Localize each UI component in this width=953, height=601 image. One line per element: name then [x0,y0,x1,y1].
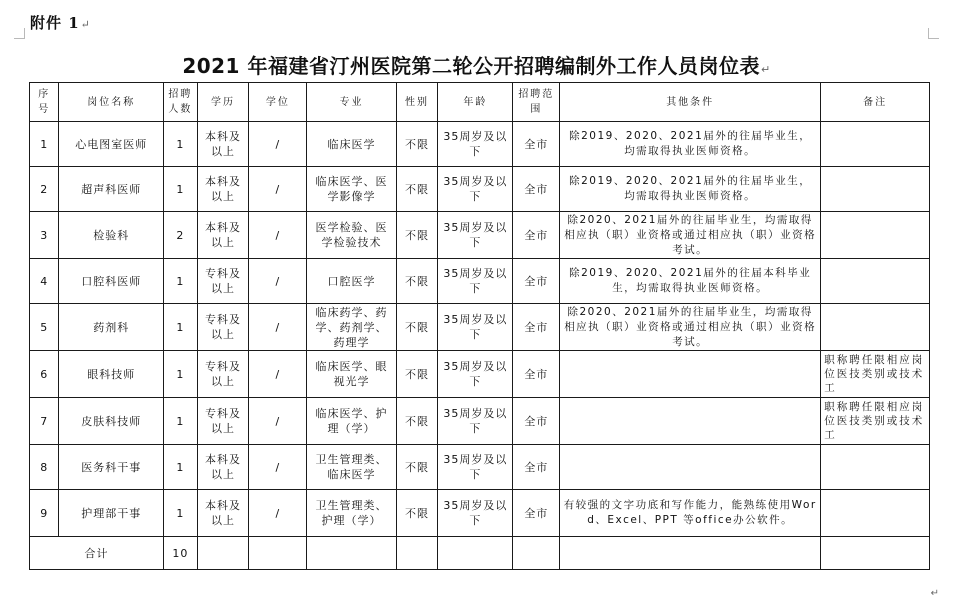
cell-remarks [821,259,930,304]
cell-remarks [821,167,930,212]
cell-post: 医务科干事 [59,445,164,490]
empty-cell [821,537,930,570]
cell-conditions [560,351,821,398]
cell-post: 眼科技师 [59,351,164,398]
column-header: 备注 [821,83,930,122]
cell-age: 35周岁及以下 [438,259,513,304]
empty-cell [513,537,560,570]
cell-degree: / [249,122,307,167]
empty-cell [307,537,396,570]
column-header: 学位 [249,83,307,122]
cell-no: 6 [30,351,59,398]
cell-education: 专科及以上 [197,304,249,351]
column-header: 其他条件 [560,83,821,122]
cell-gender: 不限 [396,259,438,304]
cell-education: 专科及以上 [197,351,249,398]
cell-degree: / [249,398,307,445]
cell-gender: 不限 [396,212,438,259]
empty-cell [560,537,821,570]
paragraph-mark-icon: ↵ [930,588,939,599]
cell-scope: 全市 [513,212,560,259]
table-row [30,351,930,398]
cell-count: 1 [164,304,198,351]
table-row [30,212,930,259]
column-header: 年龄 [438,83,513,122]
cell-age: 35周岁及以下 [438,490,513,537]
cell-post: 皮肤科技师 [59,398,164,445]
cell-count: 1 [164,122,198,167]
cell-age: 35周岁及以下 [438,122,513,167]
empty-cell [438,537,513,570]
cell-gender: 不限 [396,490,438,537]
cell-conditions [560,445,821,490]
cell-scope: 全市 [513,351,560,398]
empty-cell [396,537,438,570]
document-title: 2021 年福建省汀州医院第二轮公开招聘编制外工作人员岗位表↵ [182,54,771,78]
cell-scope: 全市 [513,445,560,490]
cell-no: 5 [30,304,59,351]
cell-age: 35周岁及以下 [438,445,513,490]
total-count: 10 [164,537,198,570]
cell-education: 本科及以上 [197,122,249,167]
cell-post: 心电图室医师 [59,122,164,167]
cell-major: 临床医学、眼视光学 [307,351,396,398]
cell-education: 本科及以上 [197,445,249,490]
cell-conditions: 除2019、2020、2021届外的往届毕业生，均需取得执业医师资格。 [560,167,821,212]
cell-education: 专科及以上 [197,259,249,304]
cell-major: 临床医学 [307,122,396,167]
column-header: 性别 [396,83,438,122]
cell-education: 本科及以上 [197,167,249,212]
cell-scope: 全市 [513,304,560,351]
attachment-label: 附件 1↵ [30,14,91,32]
cell-major: 卫生管理类、临床医学 [307,445,396,490]
cell-age: 35周岁及以下 [438,304,513,351]
empty-cell [197,537,249,570]
cell-remarks [821,122,930,167]
cell-age: 35周岁及以下 [438,212,513,259]
table-row [30,445,930,490]
cell-education: 本科及以上 [197,490,249,537]
cell-post: 护理部干事 [59,490,164,537]
cell-post: 检验科 [59,212,164,259]
cell-major: 临床药学、药学、药剂学、药理学 [307,304,396,351]
cell-age: 35周岁及以下 [438,351,513,398]
column-header: 学历 [197,83,249,122]
cell-degree: / [249,167,307,212]
cell-post: 口腔科医师 [59,259,164,304]
cell-count: 1 [164,351,198,398]
cell-degree: / [249,351,307,398]
column-header: 招聘范围 [513,83,560,122]
cell-gender: 不限 [396,351,438,398]
cell-no: 4 [30,259,59,304]
table-row [30,259,930,304]
cell-major: 临床医学、医学影像学 [307,167,396,212]
cell-degree: / [249,445,307,490]
cell-count: 1 [164,167,198,212]
cell-major: 临床医学、护理（学） [307,398,396,445]
cell-conditions: 除2020、2021届外的往届毕业生，均需取得相应执（职）业资格或通过相应执（职）业资格考试。 [560,304,821,351]
cell-post: 药剂科 [59,304,164,351]
total-row [30,537,930,570]
margin-corner-mark-left [14,28,25,39]
cell-count: 1 [164,445,198,490]
margin-corner-mark-right [928,28,939,39]
cell-scope: 全市 [513,490,560,537]
cell-conditions: 除2019、2020、2021届外的往届毕业生，均需取得执业医师资格。 [560,122,821,167]
cell-gender: 不限 [396,122,438,167]
cell-remarks [821,212,930,259]
cell-degree: / [249,490,307,537]
cell-conditions: 有较强的文字功底和写作能力，能熟练使用Word、Excel、PPT 等office办公软件。 [560,490,821,537]
cell-scope: 全市 [513,259,560,304]
cell-count: 1 [164,490,198,537]
positions-table [29,82,930,570]
cell-degree: / [249,304,307,351]
cell-major: 口腔医学 [307,259,396,304]
cell-no: 2 [30,167,59,212]
table-row [30,167,930,212]
column-header: 岗位名称 [59,83,164,122]
table-row [30,122,930,167]
table-row [30,398,930,445]
cell-degree: / [249,259,307,304]
cell-conditions: 除2020、2021届外的往届毕业生，均需取得相应执（职）业资格或通过相应执（职）业资格考试。 [560,212,821,259]
cell-gender: 不限 [396,445,438,490]
cell-major: 医学检验、医学检验技术 [307,212,396,259]
cell-conditions: 除2019、2020、2021届外的往届本科毕业生，均需取得执业医师资格。 [560,259,821,304]
cell-no: 3 [30,212,59,259]
cell-remarks: 职称聘任限相应岗位医技类别或技术工 [821,351,930,398]
cell-no: 9 [30,490,59,537]
cell-no: 1 [30,122,59,167]
cell-gender: 不限 [396,304,438,351]
cell-count: 1 [164,259,198,304]
cell-no: 7 [30,398,59,445]
table-row [30,304,930,351]
table-row [30,490,930,537]
cell-remarks [821,490,930,537]
column-header: 专业 [307,83,396,122]
cell-age: 35周岁及以下 [438,398,513,445]
cell-degree: / [249,212,307,259]
column-header: 招聘人数 [164,83,198,122]
cell-count: 1 [164,398,198,445]
cell-remarks: 职称聘任限相应岗位医技类别或技术工 [821,398,930,445]
cell-major: 卫生管理类、护理（学） [307,490,396,537]
cell-age: 35周岁及以下 [438,167,513,212]
cell-scope: 全市 [513,122,560,167]
cell-remarks [821,304,930,351]
cell-remarks [821,445,930,490]
cell-conditions [560,398,821,445]
empty-cell [249,537,307,570]
cell-gender: 不限 [396,398,438,445]
cell-education: 专科及以上 [197,398,249,445]
cell-post: 超声科医师 [59,167,164,212]
column-header: 序号 [30,83,59,122]
table-header-row [30,83,930,122]
total-label: 合计 [30,537,164,570]
cell-education: 本科及以上 [197,212,249,259]
cell-count: 2 [164,212,198,259]
cell-gender: 不限 [396,167,438,212]
cell-no: 8 [30,445,59,490]
cell-scope: 全市 [513,167,560,212]
cell-scope: 全市 [513,398,560,445]
